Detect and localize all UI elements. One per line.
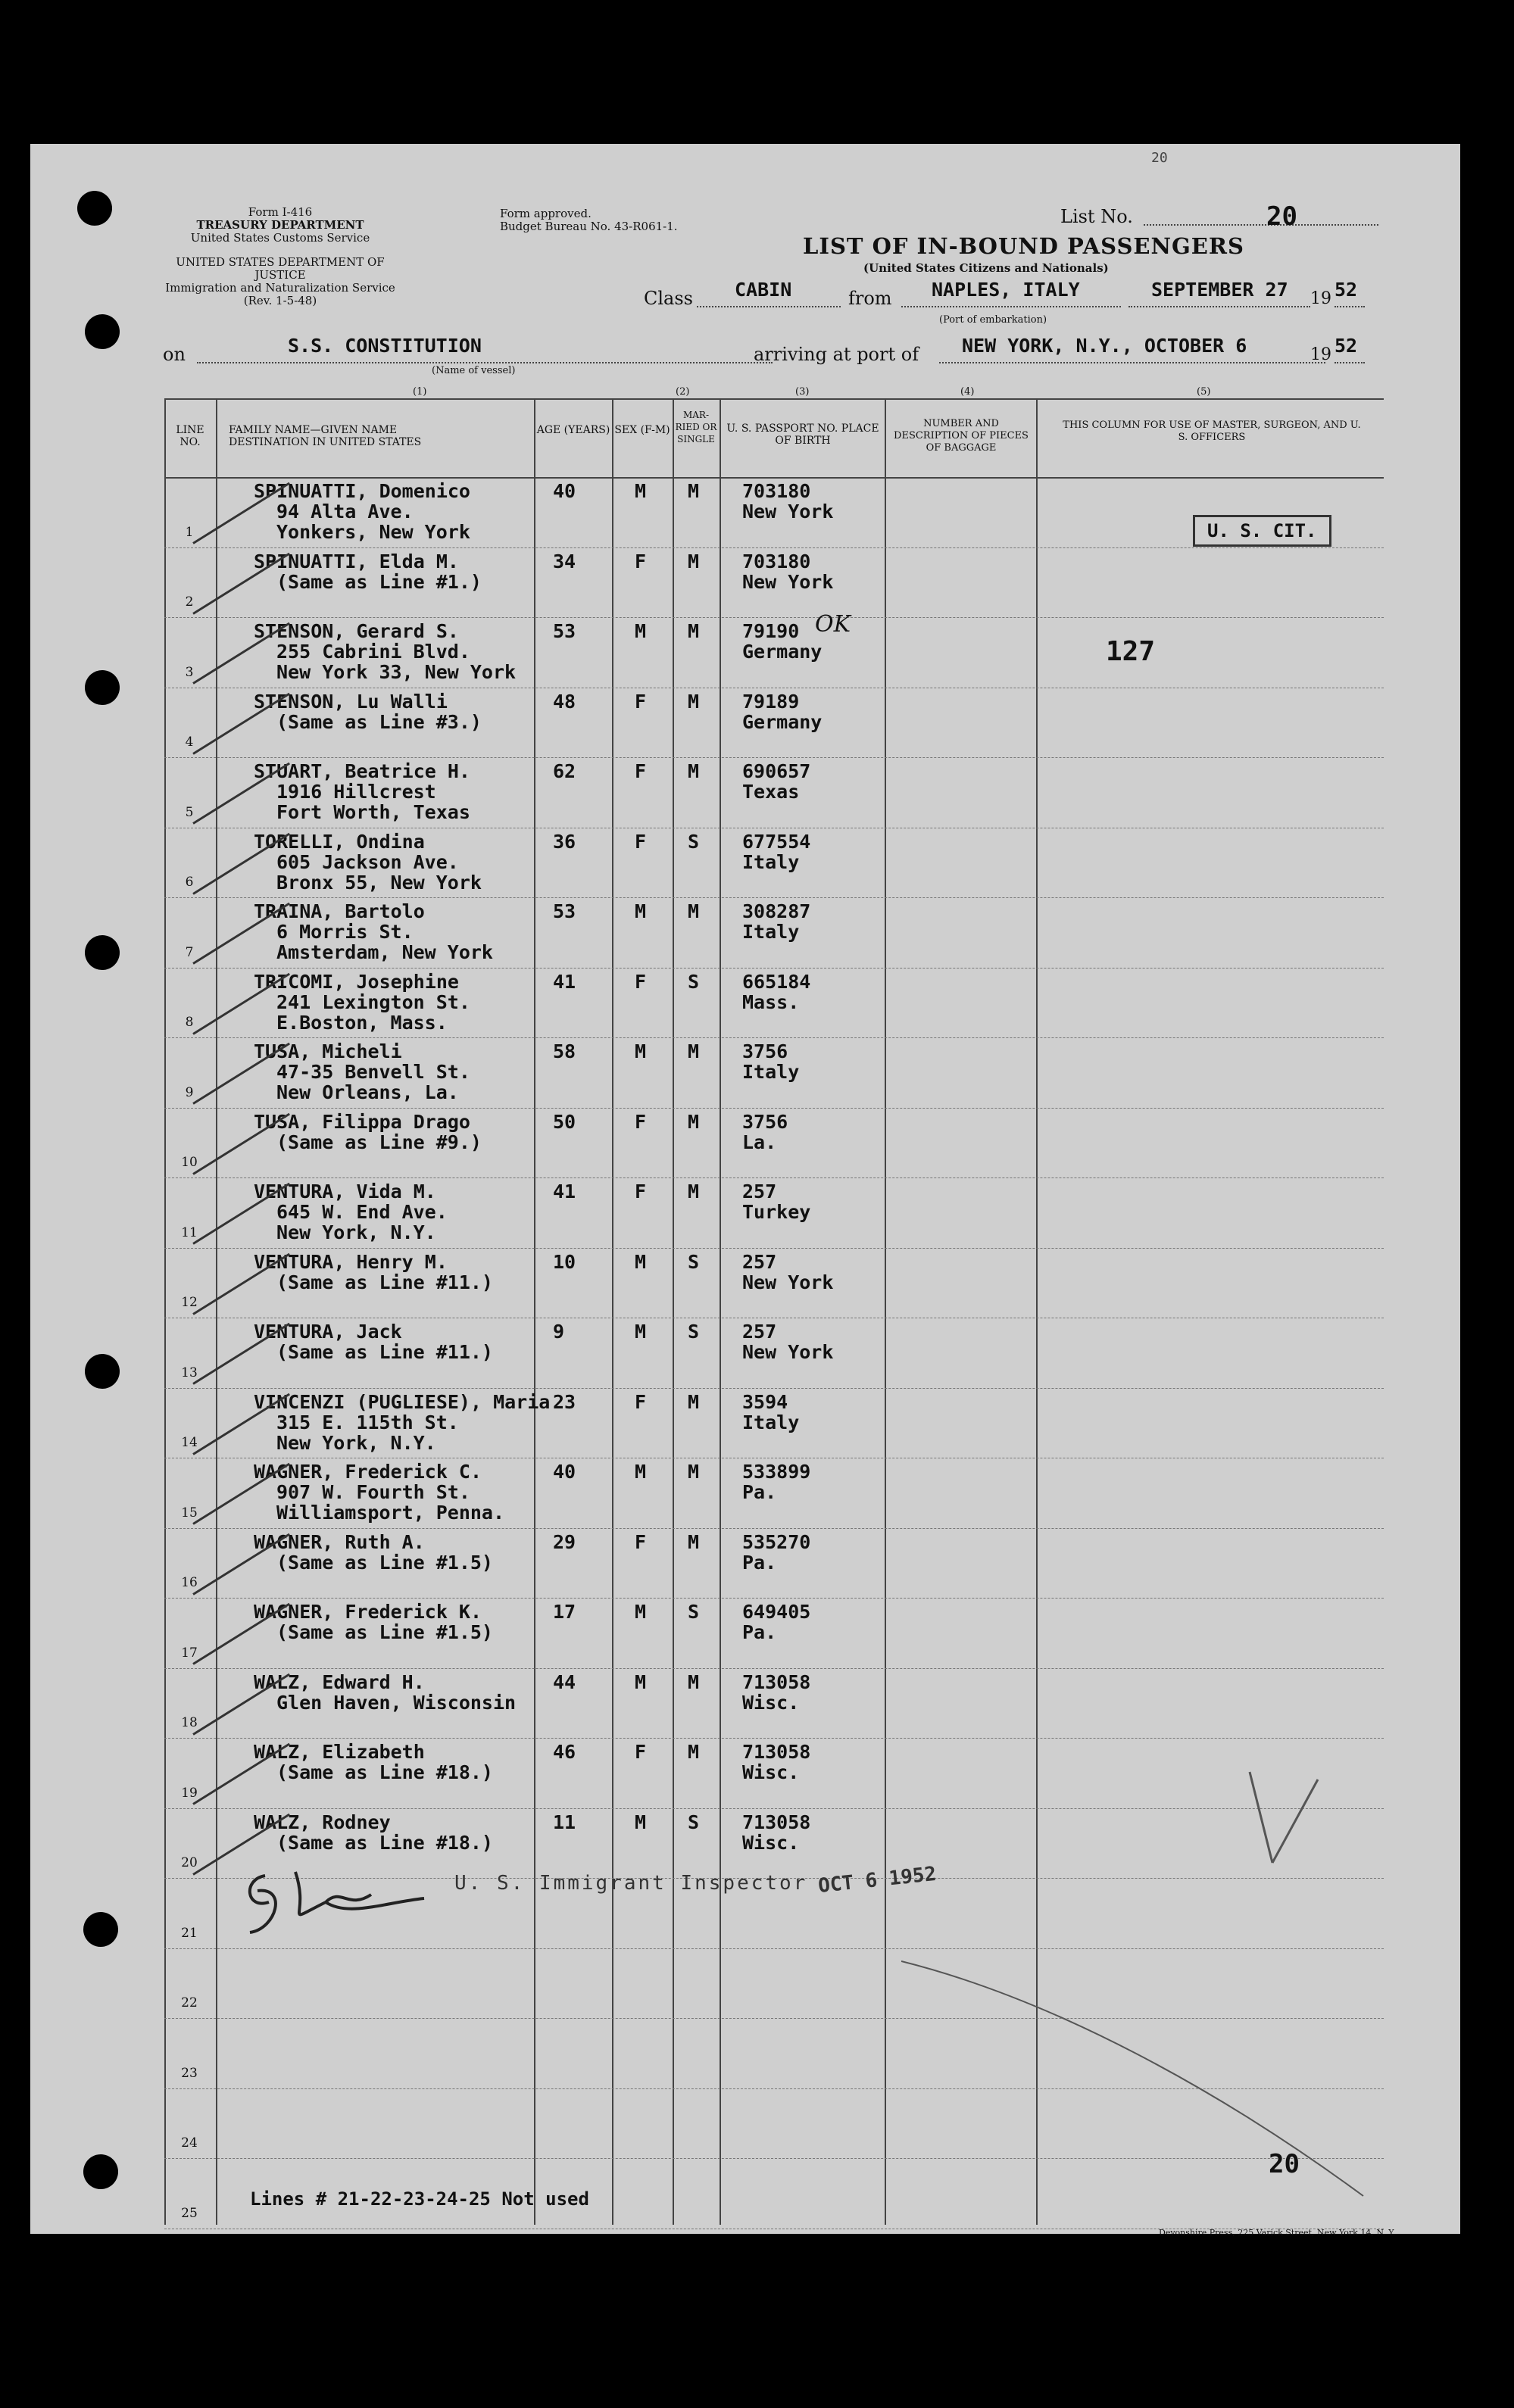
passport-number: 713058: [742, 1811, 811, 1833]
check-mark: [192, 1673, 290, 1736]
passenger-age: 36: [553, 831, 576, 853]
line-number: 16: [181, 1575, 198, 1590]
passenger-marital: M: [688, 1111, 700, 1133]
col-header-baggage: NUMBER AND DESCRIPTION OF PIECES OF BAGGAGE: [894, 418, 1029, 454]
embark-label: (Port of embarkation): [939, 314, 1047, 326]
col-num-1: (1): [413, 386, 427, 398]
line-number: 8: [185, 1015, 194, 1030]
passenger-address: 645 W. End Ave.: [276, 1201, 448, 1223]
passenger-name: WAGNER, Frederick C.: [254, 1461, 482, 1483]
passenger-age: 62: [553, 760, 576, 782]
passport-number: 677554: [742, 831, 811, 853]
passport-number: 79190: [742, 620, 800, 642]
col-header-name: FAMILY NAME—GIVEN NAME DESTINATION IN UNITED STATES: [229, 424, 422, 448]
check-mark: [192, 1463, 290, 1525]
class-value: CABIN: [735, 279, 792, 301]
passenger-address: (Same as Line #1.5): [276, 1552, 493, 1574]
passenger-sex: F: [635, 1391, 647, 1413]
col-header-sex: SEX (F-M): [614, 424, 670, 436]
passport-number: 79189: [742, 691, 800, 713]
line-number: 9: [185, 1085, 194, 1100]
line-number: 6: [185, 875, 194, 890]
row-line: [164, 617, 1384, 618]
passport-number: 257: [742, 1251, 777, 1273]
passenger-sex: M: [635, 1251, 647, 1273]
passenger-marital: M: [688, 1461, 700, 1483]
list-no-value: 20: [1266, 201, 1297, 232]
passenger-marital: M: [688, 1671, 700, 1693]
line-number: 5: [185, 805, 194, 820]
inspector-signature: [235, 1857, 454, 1940]
passenger-address: 605 Jackson Ave.: [276, 851, 459, 873]
passenger-age: 17: [553, 1601, 576, 1623]
passenger-sex: M: [635, 1461, 647, 1483]
row-line: [164, 1668, 1384, 1669]
passport-number: 665184: [742, 971, 811, 993]
not-used-note: Lines # 21-22-23-24-25 Not used: [250, 2188, 589, 2210]
col-header-passport: U. S. PASSPORT NO. PLACE OF BIRTH: [726, 423, 879, 447]
place-of-birth: Italy: [742, 1061, 800, 1083]
passenger-sex: M: [635, 1671, 647, 1693]
list-no-label: List No.: [1060, 206, 1133, 227]
place-of-birth: New York: [742, 1271, 834, 1293]
place-of-birth: New York: [742, 571, 834, 593]
vessel-name: S.S. CONSTITUTION: [288, 335, 482, 357]
place-of-birth: Pa.: [742, 1552, 777, 1574]
punch-hole: [85, 1354, 120, 1389]
passenger-sex: M: [635, 1811, 647, 1833]
col-num-2: (2): [676, 386, 690, 398]
check-mark: [192, 693, 290, 755]
passenger-sex: M: [635, 620, 647, 642]
revision-label: (Rev. 1-5-48): [243, 294, 317, 307]
passenger-marital: M: [688, 551, 700, 572]
check-mark: [192, 1323, 290, 1385]
passenger-sex: F: [635, 551, 647, 572]
form-number: Form I-416: [248, 205, 313, 219]
line-number: 2: [185, 594, 194, 610]
place-of-birth: Wisc.: [742, 1832, 800, 1854]
line-number: 17: [181, 1645, 198, 1661]
form-header-left: [167, 206, 394, 245]
check-mark: [192, 763, 290, 825]
col-num-5: (5): [1197, 386, 1211, 398]
passenger-marital: M: [688, 1040, 700, 1062]
passenger-sex: M: [635, 1321, 647, 1343]
place-of-birth: Germany: [742, 711, 823, 733]
passenger-marital: M: [688, 1181, 700, 1202]
place-of-birth: Turkey: [742, 1201, 811, 1223]
line-number: 12: [181, 1295, 198, 1310]
row-line: [164, 1598, 1384, 1599]
passenger-age: 41: [553, 1181, 576, 1202]
passenger-city: New York, N.Y.: [276, 1432, 436, 1454]
passenger-sex: F: [635, 1181, 647, 1202]
passenger-city: Yonkers, New York: [276, 521, 470, 543]
form-approval: [500, 207, 678, 233]
passenger-marital: M: [688, 620, 700, 642]
line-number: 15: [181, 1505, 198, 1521]
col-header-line: LINE NO.: [176, 424, 204, 448]
place-of-birth: Italy: [742, 851, 800, 873]
passenger-name: WALZ, Rodney: [254, 1811, 391, 1833]
passenger-name: TRAINA, Bartolo: [254, 900, 425, 922]
arrive-year: 52: [1335, 335, 1358, 357]
row-line: [164, 897, 1384, 898]
passport-number: 649405: [742, 1601, 811, 1623]
place-of-birth: Germany: [742, 641, 823, 663]
row-line: [164, 1108, 1384, 1109]
passenger-sex: F: [635, 691, 647, 713]
passenger-city: Bronx 55, New York: [276, 872, 482, 894]
passenger-city: Williamsport, Penna.: [276, 1502, 505, 1524]
passenger-age: 40: [553, 480, 576, 502]
passenger-address: (Same as Line #3.): [276, 711, 482, 733]
passenger-name: TRICOMI, Josephine: [254, 971, 459, 993]
doj-label: UNITED STATES DEPARTMENT OF JUSTICE: [176, 255, 385, 282]
passenger-address: (Same as Line #9.): [276, 1131, 482, 1153]
passenger-sex: F: [635, 760, 647, 782]
passenger-sex: F: [635, 831, 647, 853]
passenger-age: 50: [553, 1111, 576, 1133]
line-number: 13: [181, 1365, 198, 1380]
passenger-name: WAGNER, Ruth A.: [254, 1531, 425, 1553]
passenger-sex: M: [635, 480, 647, 502]
page-title: LIST OF IN-BOUND PASSENGERS: [803, 233, 1244, 259]
on-label: on: [163, 344, 186, 365]
punch-hole: [85, 935, 120, 970]
passenger-marital: M: [688, 1741, 700, 1763]
depart-date: SEPTEMBER 27: [1151, 279, 1288, 301]
passenger-marital: S: [688, 1811, 700, 1833]
passenger-age: 53: [553, 900, 576, 922]
passport-number: 535270: [742, 1531, 811, 1553]
passenger-age: 53: [553, 620, 576, 642]
passenger-city: New Orleans, La.: [276, 1081, 459, 1103]
count-note: 127: [1106, 636, 1156, 667]
passenger-age: 46: [553, 1741, 576, 1763]
arrive-19: 19: [1310, 345, 1331, 364]
punch-hole: [83, 1912, 118, 1947]
arriving-label: arriving at port of: [754, 344, 919, 365]
passenger-sex: M: [635, 1040, 647, 1062]
row-line: [164, 1177, 1384, 1178]
line-number: 24: [181, 2135, 198, 2151]
passenger-name: TUSA, Filippa Drago: [254, 1111, 470, 1133]
line-number: 20: [181, 1855, 198, 1870]
passenger-name: STENSON, Lu Walli: [254, 691, 448, 713]
passport-number: 703180: [742, 480, 811, 502]
passenger-age: 11: [553, 1811, 576, 1833]
punch-hole: [85, 670, 120, 705]
passport-number: 257: [742, 1321, 777, 1343]
depart-19: 19: [1310, 289, 1331, 308]
passenger-name: VENTURA, Henry M.: [254, 1251, 448, 1273]
row-line: [164, 1037, 1384, 1038]
passenger-age: 10: [553, 1251, 576, 1273]
from-value: NAPLES, ITALY: [932, 279, 1080, 301]
place-of-birth: La.: [742, 1131, 777, 1153]
col-header-age: AGE (YEARS): [536, 424, 610, 436]
punch-hole: [85, 314, 120, 349]
passenger-city: Fort Worth, Texas: [276, 801, 470, 823]
ins-label: Immigration and Naturalization Service: [165, 281, 395, 295]
row-line: [164, 968, 1384, 969]
passenger-address: (Same as Line #18.): [276, 1832, 493, 1854]
strike-line: [901, 1954, 1371, 2204]
passenger-name: VENTURA, Vida M.: [254, 1181, 436, 1202]
line-number: 4: [185, 735, 194, 750]
row-line: [164, 1388, 1384, 1389]
passport-number: 690657: [742, 760, 811, 782]
check-mark: [192, 1533, 290, 1595]
printer-credit: Devonshire Press, 225 Varick Street, New York 14, N. Y.: [1159, 2228, 1396, 2238]
col-num-4: (4): [960, 386, 975, 398]
col-header-married: MAR-RIED OR SINGLE: [675, 410, 717, 444]
row-line: [164, 1808, 1384, 1809]
row-line: [164, 1738, 1384, 1739]
row-line: [164, 547, 1384, 548]
place-of-birth: Texas: [742, 781, 800, 803]
line-number: 3: [185, 665, 194, 680]
passenger-name: STENSON, Gerard S.: [254, 620, 459, 642]
passenger-city: New York, N.Y.: [276, 1221, 436, 1243]
passenger-address: 6 Morris St.: [276, 921, 414, 943]
passenger-age: 40: [553, 1461, 576, 1483]
passenger-name: SPINUATTI, Domenico: [254, 480, 470, 502]
passenger-name: WALZ, Elizabeth: [254, 1741, 425, 1763]
check-mark: [192, 622, 290, 685]
passenger-age: 34: [553, 551, 576, 572]
check-mark: [192, 833, 290, 895]
passenger-name: WAGNER, Frederick K.: [254, 1601, 482, 1623]
passenger-marital: M: [688, 691, 700, 713]
passenger-age: 44: [553, 1671, 576, 1693]
passenger-city: E.Boston, Mass.: [276, 1012, 448, 1034]
passport-number: 3594: [742, 1391, 788, 1413]
passenger-marital: S: [688, 971, 700, 993]
arrival-port: NEW YORK, N.Y., OCTOBER 6: [962, 335, 1247, 357]
passport-number: 3756: [742, 1040, 788, 1062]
passenger-age: 41: [553, 971, 576, 993]
place-of-birth: Wisc.: [742, 1692, 800, 1714]
passport-number: 308287: [742, 900, 811, 922]
passenger-age: 58: [553, 1040, 576, 1062]
bottom-mark: 20: [1269, 2149, 1300, 2179]
passenger-city: New York 33, New York: [276, 661, 517, 683]
passenger-address: (Same as Line #1.): [276, 571, 482, 593]
check-mark: [192, 1043, 290, 1105]
passport-number: 713058: [742, 1671, 811, 1693]
from-label: from: [848, 288, 892, 309]
passenger-sex: F: [635, 1741, 647, 1763]
passenger-address: Glen Haven, Wisconsin: [276, 1692, 517, 1714]
form-approved: Form approved.: [500, 207, 592, 220]
place-of-birth: New York: [742, 501, 834, 522]
passport-number: 713058: [742, 1741, 811, 1763]
passenger-name: TUSA, Micheli: [254, 1040, 402, 1062]
passenger-city: Amsterdam, New York: [276, 941, 493, 963]
passenger-marital: S: [688, 1321, 700, 1343]
passenger-address: (Same as Line #18.): [276, 1761, 493, 1783]
row-line: [164, 1948, 1384, 1949]
line-number: 10: [181, 1155, 198, 1170]
depart-year: 52: [1335, 279, 1358, 301]
check-mark: [192, 1743, 290, 1805]
line-number: 21: [181, 1926, 198, 1941]
check-mark: [192, 973, 290, 1035]
treasury-dept: TREASURY DEPARTMENT: [196, 218, 364, 232]
passenger-address: (Same as Line #1.5): [276, 1621, 493, 1643]
manifest-page: [30, 144, 1460, 2238]
line-number: 11: [181, 1225, 198, 1240]
passenger-address: 907 W. Fourth St.: [276, 1481, 470, 1503]
check-mark: [192, 1113, 290, 1175]
passenger-name: STUART, Beatrice H.: [254, 760, 470, 782]
passenger-marital: M: [688, 900, 700, 922]
passenger-address: 94 Alta Ave.: [276, 501, 414, 522]
class-label: Class: [644, 288, 693, 309]
passenger-sex: F: [635, 1531, 647, 1553]
inspector-label: U. S. Immigrant Inspector: [454, 1872, 808, 1895]
line-number: 7: [185, 945, 194, 960]
line-number: 22: [181, 1995, 198, 2010]
punch-hole: [77, 191, 112, 226]
passenger-address: 241 Lexington St.: [276, 991, 470, 1013]
page-subtitle: (United States Citizens and Nationals): [863, 261, 1109, 275]
row-line: [164, 757, 1384, 758]
check-mark: [192, 1393, 290, 1455]
passenger-marital: M: [688, 1531, 700, 1553]
place-of-birth: Mass.: [742, 991, 800, 1013]
check-mark: [192, 482, 290, 544]
check-mark-officer: [1242, 1764, 1333, 1886]
line-number: 25: [181, 2206, 198, 2221]
ok-note: OK: [815, 611, 851, 638]
passenger-age: 9: [553, 1321, 565, 1343]
line-number: 23: [181, 2066, 198, 2081]
passenger-marital: M: [688, 1391, 700, 1413]
place-of-birth: Pa.: [742, 1621, 777, 1643]
passenger-marital: S: [688, 1251, 700, 1273]
passenger-sex: F: [635, 1111, 647, 1133]
stamp-date: OCT 6 1952: [816, 1862, 938, 1898]
passport-number: 257: [742, 1181, 777, 1202]
row-line: [164, 1528, 1384, 1529]
check-mark: [192, 903, 290, 965]
punch-hole: [83, 2154, 118, 2189]
passport-number: 3756: [742, 1111, 788, 1133]
top-mark: 20: [1151, 150, 1168, 166]
passenger-address: 47-35 Benvell St.: [276, 1061, 470, 1083]
line-number: 1: [185, 525, 194, 540]
col-header-officers: THIS COLUMN FOR USE OF MASTER, SURGEON, AND U. S. OFFICERS: [1063, 420, 1361, 443]
passenger-marital: S: [688, 1601, 700, 1623]
passenger-marital: M: [688, 760, 700, 782]
passenger-name: WALZ, Edward H.: [254, 1671, 425, 1693]
passenger-sex: F: [635, 971, 647, 993]
place-of-birth: Wisc.: [742, 1761, 800, 1783]
line-number: 19: [181, 1786, 198, 1801]
check-mark: [192, 1183, 290, 1245]
passport-number: 703180: [742, 551, 811, 572]
passenger-name: VINCENZI (PUGLIESE), Maria: [254, 1391, 551, 1413]
place-of-birth: Italy: [742, 1411, 800, 1433]
passenger-marital: S: [688, 831, 700, 853]
check-mark: [192, 1253, 290, 1315]
passenger-address: 255 Cabrini Blvd.: [276, 641, 470, 663]
budget-bureau: Budget Bureau No. 43-R061-1.: [500, 220, 678, 233]
passenger-marital: M: [688, 480, 700, 502]
passenger-address: (Same as Line #11.): [276, 1271, 493, 1293]
place-of-birth: Italy: [742, 921, 800, 943]
passenger-age: 23: [553, 1391, 576, 1413]
passenger-sex: M: [635, 1601, 647, 1623]
vessel-label: (Name of vessel): [432, 365, 516, 376]
customs-service: United States Customs Service: [190, 231, 370, 245]
line-number: 18: [181, 1715, 198, 1730]
passenger-address: 1916 Hillcrest: [276, 781, 436, 803]
check-mark: [192, 553, 290, 615]
place-of-birth: Pa.: [742, 1481, 777, 1503]
passenger-address: (Same as Line #11.): [276, 1341, 493, 1363]
passenger-name: TORELLI, Ondina: [254, 831, 425, 853]
passenger-address: 315 E. 115th St.: [276, 1411, 459, 1433]
passenger-name: VENTURA, Jack: [254, 1321, 402, 1343]
row-line: [164, 1248, 1384, 1249]
passenger-age: 48: [553, 691, 576, 713]
passenger-age: 29: [553, 1531, 576, 1553]
form-header-doj: [151, 256, 409, 307]
passenger-name: SPINUATTI, Elda M.: [254, 551, 459, 572]
check-mark: [192, 1603, 290, 1665]
passport-number: 533899: [742, 1461, 811, 1483]
place-of-birth: New York: [742, 1341, 834, 1363]
line-number: 14: [181, 1435, 198, 1450]
passenger-sex: M: [635, 900, 647, 922]
col-num-3: (3): [795, 386, 810, 398]
us-cit-stamp: U. S. CIT.: [1193, 515, 1331, 547]
